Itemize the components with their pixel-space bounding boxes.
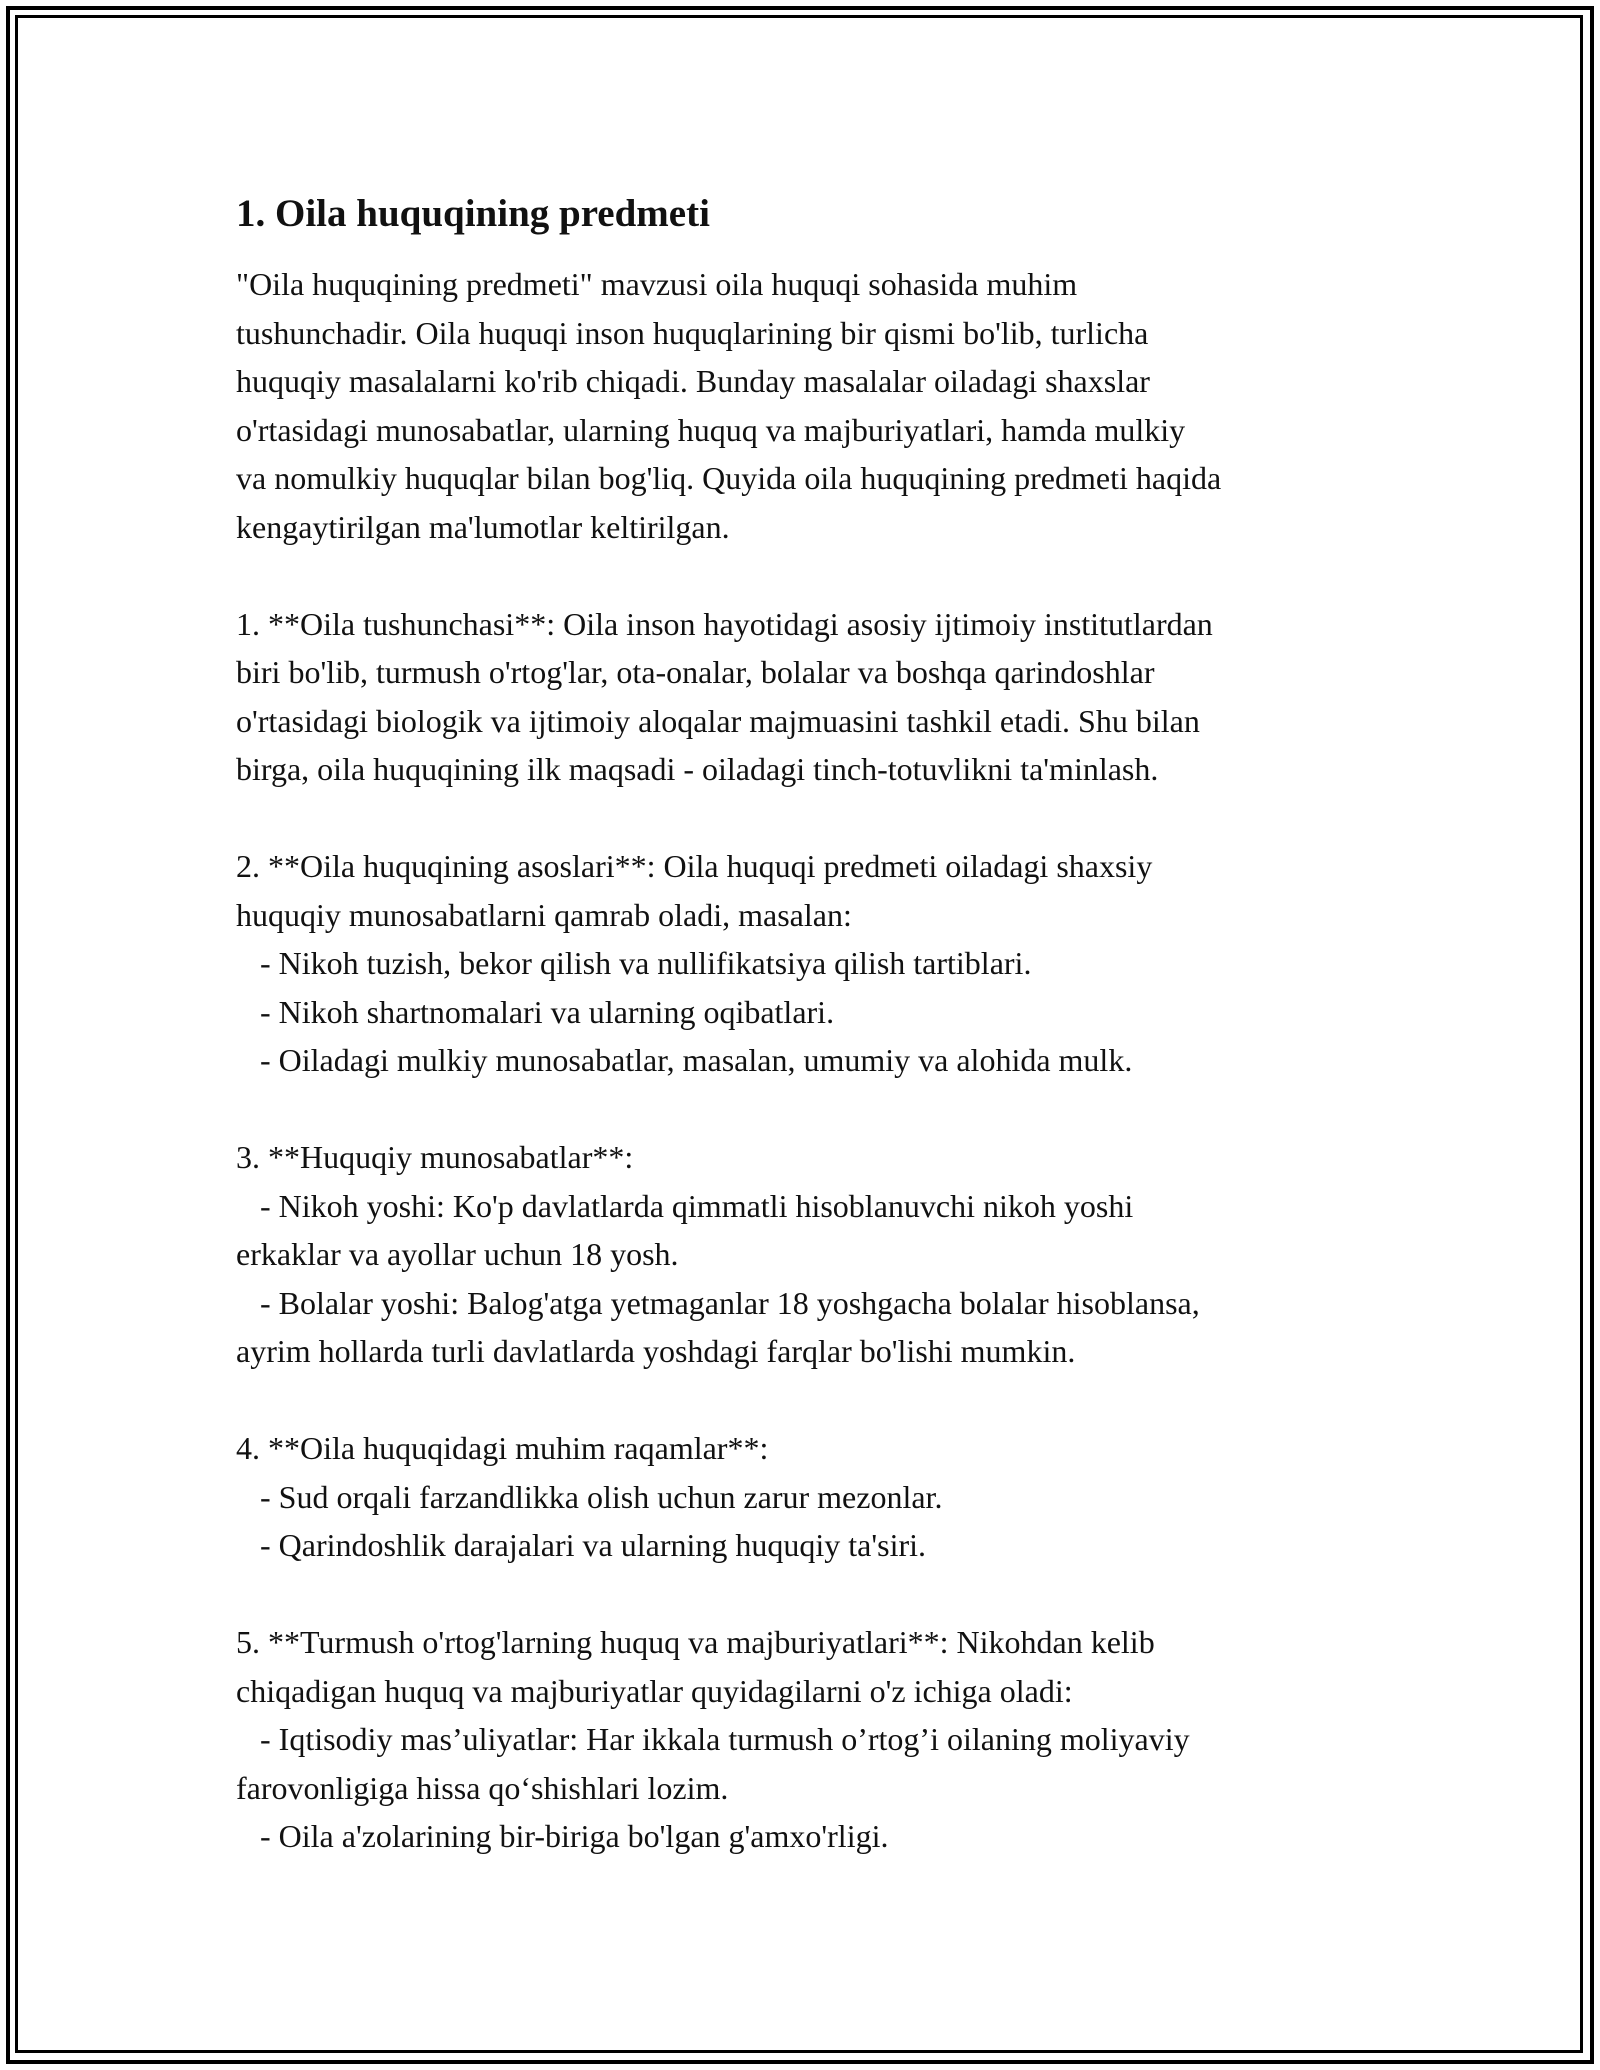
section-oila-tushunchasi: 1. **Oila tushunchasi**: Oila inson hayotidagi asosiy ijtimoiy institutlardan biri bo'lib, turmush o'rtog'lar, ota-onalar, bolalar va boshqa qarindoshlar o'rtasidagi biologik va ijtimoiy aloqalar majmuasini tashkil etadi. Shu bilan birga, oila huquqining ilk maqsadi - oiladagi tinch-totuvlikni ta'minlash. [236,605,1213,787]
section-oila-huquqining-asoslari: 2. **Oila huquqining asoslari**: Oila huquqi predmeti oiladagi shaxsiy huquqiy munosabatlarni qamrab oladi, masalan: - Nikoh tuzish, bekor qilish va nullifikatsiya qilish tartiblari. - Nikoh shartnomalari va ularning oqibatlari. - Oiladagi mulkiy munosabatlar, masalan, umumiy va alohida mulk. [236,848,1153,1078]
paragraph-gap [236,551,1376,600]
document-title: 1. Oila huquqining predmeti [236,192,710,235]
section-turmush-ortoglar: 5. **Turmush o'rtog'larning huquq va majburiyatlari**: Nikohdan kelib chiqadigan huquq va majburiyatlar quyidagilarni o'z ichiga oladi: - Iqtisodiy mas’uliyatlar: Har ikkala turmush o’rtog’i oilaning moliyaviy farovonligiga hissa qo‘shishlari lozim. - Oila a'zolarining bir-biriga bo'lgan g'amxo'rligi. [236,1624,1190,1854]
section-muhim-raqamlar: 4. **Oila huquqidagi muhim raqamlar**: - Sud orqali farzandlikka olish uchun zarur mezonlar. - Qarindoshlik darajalari va ularning huquqiy ta'siri. [236,1430,943,1563]
paragraph-gap [236,1570,1376,1619]
intro-paragraph: "Oila huquqining predmeti" mavzusi oila huquqi sohasida muhim tushunchadir. Oila huquqi inson huquqlarining bir qismi bo'lib, turlicha huquqiy masalalarni ko'rib chiqadi. Bunday masalalar oiladagi shaxslar o'rtasidagi munosabatlar, ularning huquq va majburiyatlari, hamda mulkiy va nomulkiy huquqlar bilan bog'liq. Quyida oila huquqining predmeti haqida kengaytirilgan ma'lumotlar keltirilgan. [236,266,1222,545]
paragraph-gap [236,1085,1376,1134]
section-huquqiy-munosabatlar: 3. **Huquqiy munosabatlar**: - Nikoh yoshi: Ko'p davlatlarda qimmatli hisoblanuvchi nikoh yoshi erkaklar va ayollar uchun 18 yosh. - Bolalar yoshi: Balog'atga yetmaganlar 18 yoshgacha bolalar hisoblansa, ayrim hollarda turli davlatlarda yoshdagi farqlar bo'lishi mumkin. [236,1139,1200,1369]
paragraph-gap [236,1376,1376,1425]
paragraph-gap [236,794,1376,843]
document-body [236,188,1376,1861]
